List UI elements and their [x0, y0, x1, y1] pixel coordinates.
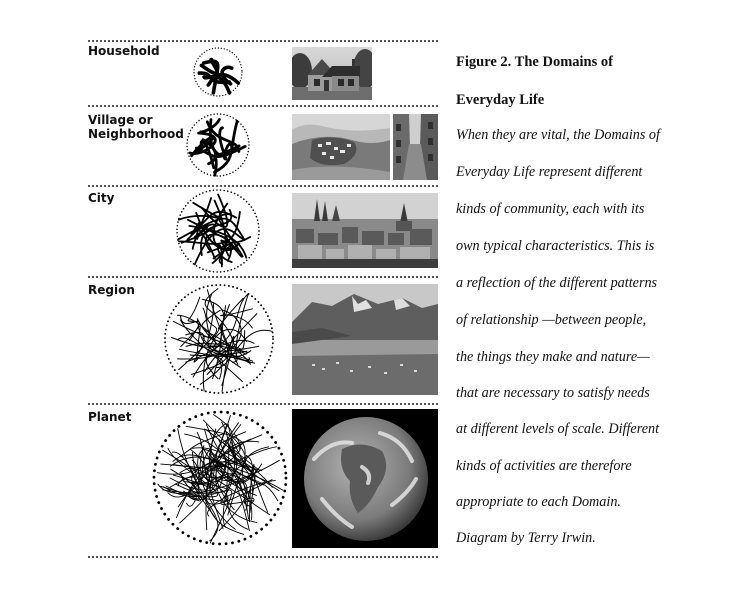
city-skyline-photo: [292, 193, 438, 268]
label-city: City: [88, 191, 115, 205]
city-network-diagram: [173, 188, 263, 274]
divider-5: [88, 403, 438, 405]
network-lines: [178, 195, 250, 267]
village-network-diagram: [184, 111, 252, 179]
village-street-photo: [393, 114, 438, 180]
mountain-lake-photo: [292, 284, 438, 395]
planet-network-diagram: [152, 408, 288, 548]
caption-line: kinds of activities are therefore: [456, 458, 632, 474]
divider-6: [88, 556, 438, 558]
label-region: Region: [88, 283, 135, 297]
label-village: Village or Neighborhood: [88, 113, 184, 141]
divider-1: [88, 40, 438, 42]
network-lines: [199, 60, 238, 93]
divider-4: [88, 276, 438, 278]
caption-line: the things they make and nature—: [456, 349, 650, 365]
divider-3: [88, 185, 438, 187]
earth-from-space-photo: [292, 409, 438, 548]
village-aerial-photo: [292, 114, 390, 180]
network-lines: [172, 289, 273, 392]
figure-title-line-1: Figure 2. The Domains of: [456, 54, 613, 70]
network-lines: [190, 119, 245, 175]
caption-line: own typical characteristics. This is: [456, 238, 655, 254]
network-line: [188, 297, 200, 321]
divider-2: [88, 105, 438, 107]
caption-line: of relationship —between people,: [456, 312, 647, 328]
network-lines: [157, 415, 282, 543]
caption-line: a reflection of the different patterns: [456, 275, 658, 291]
region-network-diagram: [163, 281, 275, 397]
caption-line: that are necessary to satisfy needs: [456, 385, 650, 401]
house-photo: [292, 47, 372, 100]
figure-title-line-2: Everyday Life: [456, 92, 545, 108]
label-household: Household: [88, 44, 160, 58]
domain-boundary: [165, 285, 273, 393]
caption-line: When they are vital, the Domains of: [456, 127, 660, 143]
caption-line: appropriate to each Domain.: [456, 494, 621, 510]
household-network-diagram: [188, 44, 248, 100]
caption-line: at different levels of scale. Different: [456, 421, 660, 437]
caption-line: Everyday Life represent different: [456, 164, 643, 180]
domain-boundary: [154, 412, 286, 544]
label-planet: Planet: [88, 410, 132, 424]
caption-line: Diagram by Terry Irwin.: [456, 530, 596, 546]
caption-line: kinds of community, each with its: [456, 201, 645, 217]
